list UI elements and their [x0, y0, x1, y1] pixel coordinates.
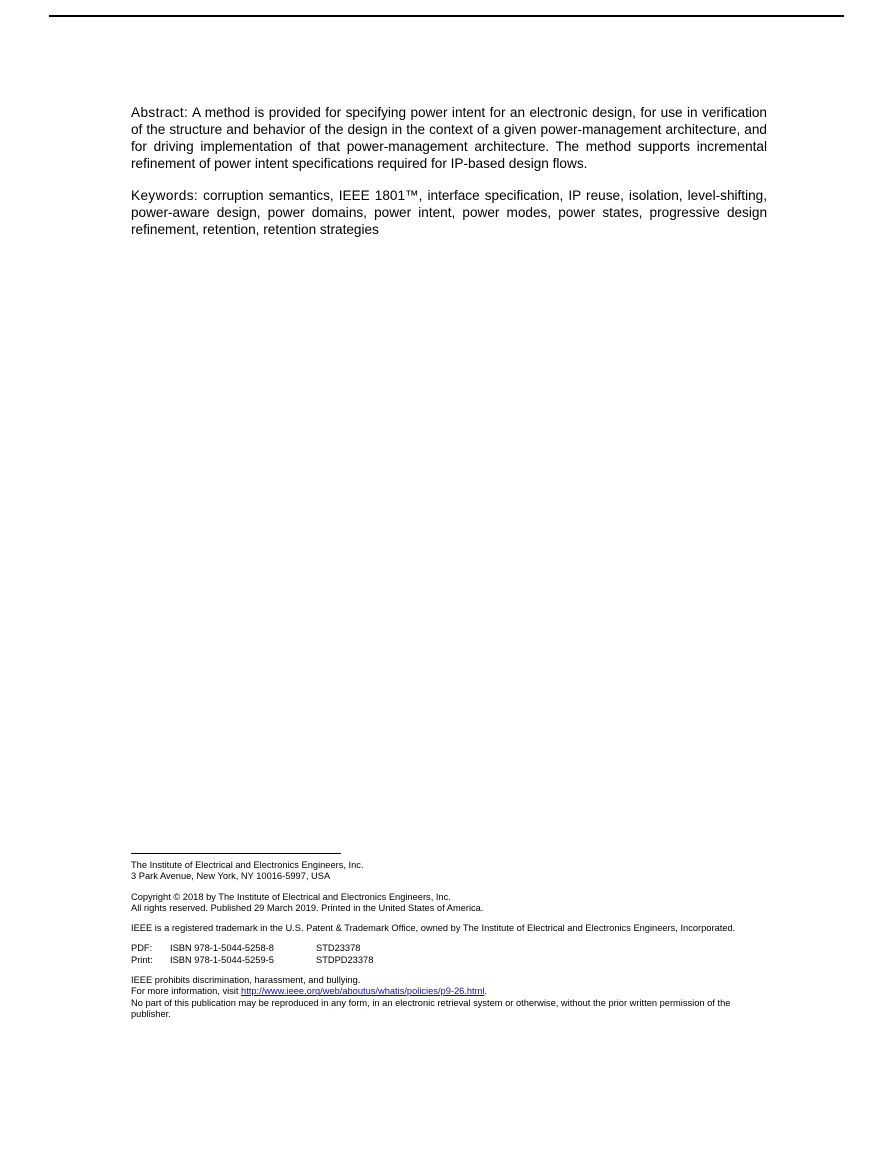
copyright-block: [131, 892, 767, 915]
abstract-text: A method is provided for specifying power intent for an electronic design, for use in verification of the structure and behavior of the design in the context of a given power-management architecture, and for driving implementation of that power-management architecture. The method supports incremental refinement of power intent specifications required for IP-based design flows.: [131, 105, 767, 171]
no-part-line: No part of this publication may be reproduced in any form, in an electronic retrieval system or otherwise, without the prior written permission of the publisher.: [131, 997, 731, 1019]
isbn-number: ISBN 978-1-5044-5258-8: [170, 943, 274, 954]
info-prefix: For more information, visit: [131, 986, 242, 997]
isbn-code: STDPD23378: [316, 954, 374, 965]
keywords-paragraph: [131, 187, 767, 238]
publisher-address: 3 Park Avenue, New York, NY 10016-5997, USA: [131, 871, 331, 882]
info-line: [131, 986, 767, 997]
footer: [131, 853, 767, 1029]
copyright-line: Copyright © 2018 by The Institute of Electrical and Electronics Engineers, Inc.: [131, 891, 451, 902]
isbn-label: Print:: [131, 954, 153, 965]
isbn-row-pdf: [131, 943, 767, 954]
top-rule: [49, 15, 844, 17]
policy-line: IEEE prohibits discrimination, harassment, and bullying.: [131, 975, 361, 986]
publisher-name: The Institute of Electrical and Electronics Engineers, Inc.: [131, 860, 364, 870]
rights-line: All rights reserved. Published 29 March 2019. Printed in the United States of America.: [131, 902, 484, 913]
keywords-label: Keywords:: [131, 188, 199, 203]
abstract-label: Abstract:: [131, 105, 189, 120]
abstract-paragraph: [131, 104, 767, 172]
trademark-text: IEEE is a registered trademark in the U.S. Patent & Trademark Office, owned by The Institute of Electrical and Electronics Engineers, Incorporated.: [131, 923, 736, 934]
isbn-block: [131, 943, 767, 966]
publisher-block: [131, 860, 767, 883]
policy-block: [131, 975, 767, 1020]
footer-rule: [131, 853, 341, 854]
trademark-block: [131, 923, 767, 934]
isbn-code: STD23378: [316, 943, 361, 954]
isbn-row-print: [131, 955, 767, 966]
main-content: [131, 104, 767, 253]
info-suffix: .: [484, 986, 488, 997]
isbn-label: PDF:: [131, 943, 153, 954]
keywords-text: corruption semantics, IEEE 1801™, interface specification, IP reuse, isolation, level-shifting, power-aware design, power domains, power intent, power modes, power states, progressive design refinement, retention, retention strategies: [131, 188, 767, 237]
isbn-number: ISBN 978-1-5044-5259-5: [170, 954, 274, 965]
policy-link[interactable]: http://www.ieee.org/web/aboutus/whatis/policies/p9-26.html: [241, 986, 485, 997]
